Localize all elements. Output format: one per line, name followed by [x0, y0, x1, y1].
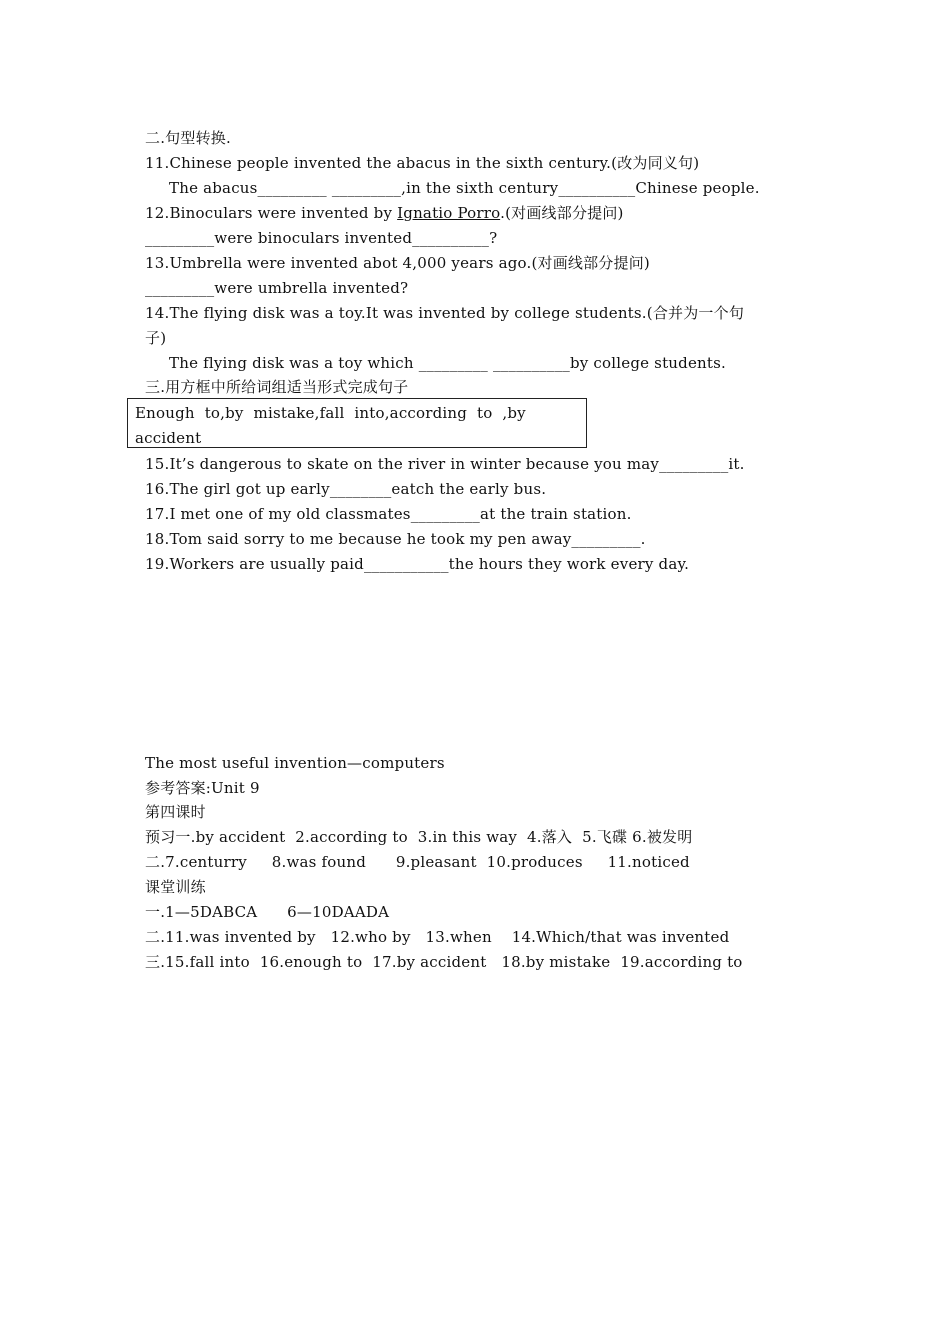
question-18: 18.Tom said sorry to me because he took my pen away_________. — [145, 530, 646, 548]
answers-title: The most useful invention—computers — [145, 754, 445, 772]
question-13-answer-line: _________were umbrella invented? — [145, 279, 409, 297]
answers-classwork-3: 三.15.fall into 16.enough to 17.by accident 18.by mistake 19.according to — [145, 953, 743, 971]
underlined-name: Ignatio Porro — [397, 204, 501, 222]
section3-heading: 三.用方框中所给词组适当形式完成句子 — [145, 378, 409, 396]
question-14-line2: 子) — [145, 329, 167, 347]
question-12-answer-line: _________were binoculars invented__________? — [145, 229, 498, 247]
answers-classwork-heading: 课堂训练 — [145, 878, 206, 896]
question-19: 19.Workers are usually paid___________the hours they work every day. — [145, 555, 690, 573]
question-12 — [145, 203, 624, 223]
question-12-suffix: .(对画线部分提问) — [500, 204, 624, 222]
question-14-line1: 14.The flying disk was a toy.It was invented by college students.(合并为一个句 — [145, 304, 745, 322]
answers-classwork-1: 一.1—5DABCA 6—10DAADA — [145, 903, 390, 921]
answers-lesson: 第四课时 — [145, 803, 206, 821]
question-12-prefix: 12.Binoculars were invented by — [145, 204, 398, 222]
question-15: 15.It’s dangerous to skate on the river in winter because you may_________it. — [145, 455, 745, 473]
answers-preview-2: 二.7.centurry 8.was found 9.pleasant 10.produces 11.noticed — [145, 853, 690, 871]
question-13: 13.Umbrella were invented abot 4,000 years ago.(对画线部分提问) — [145, 254, 650, 272]
question-11-answer-line: The abacus_________ _________,in the sixth century__________Chinese people. — [169, 179, 760, 197]
answers-reference: 参考答案:Unit 9 — [145, 779, 260, 797]
question-11: 11.Chinese people invented the abacus in the sixth century.(改为同义句) — [145, 154, 700, 172]
word-box-line2: accident — [135, 429, 202, 447]
word-box-line1: Enough to,by mistake,fall into,according to ,by — [135, 404, 526, 422]
question-17: 17.I met one of my old classmates_________at the train station. — [145, 505, 632, 523]
section2-heading: 二.句型转换. — [145, 129, 231, 147]
question-16: 16.The girl got up early________eatch the early bus. — [145, 480, 547, 498]
answers-preview-1: 预习一.by accident 2.according to 3.in this way 4.落入 5.飞碟 6.被发明 — [145, 828, 693, 846]
answers-classwork-2: 二.11.was invented by 12.who by 13.when 14.Which/that was invented — [145, 928, 730, 946]
question-14-answer-line: The flying disk was a toy which _________ __________by college students. — [169, 354, 726, 372]
